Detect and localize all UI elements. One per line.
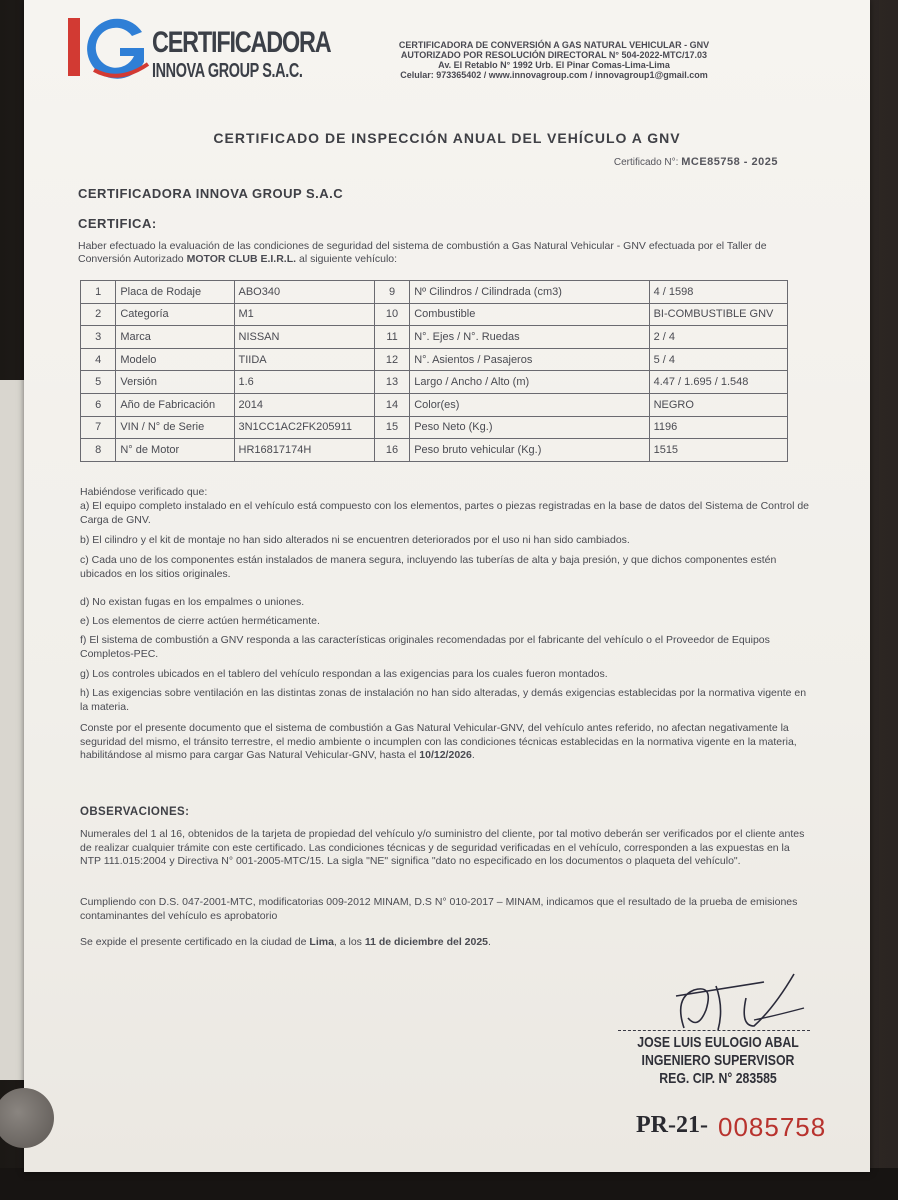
conste-end: . (471, 749, 475, 761)
item-f: f) El sistema de combustión a GNV responda a las características originales recomendadas por el fabricante del vehículo o el Proveedor de Equipos Completos-PEC. (80, 634, 770, 660)
header-line: Av. El Retablo N° 1992 Urb. El Pinar Comas-Lima-Lima (438, 60, 670, 70)
observaciones-title: OBSERVACIONES: (80, 806, 190, 818)
field-value: 4.47 / 1.695 / 1.548 (649, 371, 787, 394)
row-number: 6 (81, 393, 116, 416)
verified-intro: Habiéndose verificado que: (80, 486, 208, 498)
row-number: 10 (374, 303, 409, 326)
header-info (354, 40, 754, 80)
background-table-edge (0, 1168, 898, 1200)
field-value: 1515 (649, 439, 787, 462)
issued-date: 11 de diciembre del 2025 (364, 936, 489, 948)
conste-text: Conste por el presente documento que el sistema de combustión a Gas Natural Vehicular-GNV, del vehículo antes referido, no afectan negativamente la seguridad del mismo, el tránsito terrestre, el medio ambiente o incumplen con las condiciones técnicas establecidas en la normativa vigente en la materia, habilitándose al mismo para cargar Gas Natural Vehicular-GNV, hasta el (80, 722, 797, 761)
row-number: 11 (374, 326, 409, 349)
header-line: AUTORIZADO POR RESOLUCIÓN DIRECTORAL N° 504-2022-MTC/17.03 (400, 50, 708, 60)
field-value: M1 (234, 303, 374, 326)
row-number: 3 (81, 326, 116, 349)
field-label: Combustible (410, 303, 649, 326)
logo-text-line2: INNOVA GROUP S.A.C. (152, 60, 303, 82)
certificate-number-value: MCE85758 - 2025 (681, 156, 778, 168)
field-label: N° de Motor (116, 439, 234, 462)
field-label: Peso Neto (Kg.) (410, 416, 649, 439)
table-row (81, 393, 788, 416)
row-number: 2 (81, 303, 116, 326)
field-value: HR16817174H (234, 439, 374, 462)
signature-block (636, 1034, 800, 1088)
intro-paragraph (78, 240, 798, 266)
issued-text-2: , a los (333, 936, 365, 948)
field-label: Año de Fabricación (116, 393, 234, 416)
field-label: Peso bruto vehicular (Kg.) (410, 439, 649, 462)
field-value: BI-COMBUSTIBLE GNV (649, 303, 787, 326)
field-value: 2 / 4 (649, 326, 787, 349)
header-line: Celular: 973365402 / www.innovagroup.com / innovagroup1@gmail.com (400, 70, 708, 80)
ig-logo-mark-icon (64, 14, 154, 84)
certificate-number-label: Certificado N°: (613, 157, 679, 168)
row-number: 8 (81, 439, 116, 462)
field-label: Nº Cilindros / Cilindrada (cm3) (410, 281, 649, 304)
field-value: NISSAN (234, 326, 374, 349)
table-row (81, 281, 788, 304)
issued-end: . (488, 936, 491, 948)
table-row (81, 371, 788, 394)
item-c: c) Cada uno de los componentes están instalados de manera segura, incluyendo las tuberías de alta y baja presión, y que dichos componentes estén ubicados en los sitios originales. (80, 554, 777, 580)
issued-text: Se expide el presente certificado en la ciudad de (80, 936, 310, 948)
row-number: 13 (374, 371, 409, 394)
field-value: 2014 (234, 393, 374, 416)
field-value: 3N1CC1AC2FK205911 (234, 416, 374, 439)
signer-name: JOSE LUIS EULOGIO ABAL (637, 1034, 799, 1051)
serial-prefix: PR-21- (636, 1112, 708, 1138)
field-value: TIIDA (234, 348, 374, 371)
field-value: NEGRO (649, 393, 787, 416)
table-row (81, 348, 788, 371)
row-number: 9 (374, 281, 409, 304)
item-d: d) No existan fugas en los empalmes o uniones. (80, 596, 305, 608)
item-a: a) El equipo completo instalado en el vehículo está compuesto con los elementos, partes o piezas registradas en la base de datos del Sistema de Control de Carga de GNV. (80, 500, 810, 526)
row-number: 12 (374, 348, 409, 371)
observaciones-paragraph-2: Cumpliendo con D.S. 047-2001-MTC, modificatorias 009-2012 MINAM, D.S N° 010-2017 – MINAM, indicamos que el resultado de la prueba de emisiones contaminantes del vehículo es aprobatorio (80, 896, 798, 922)
row-number: 7 (81, 416, 116, 439)
row-number: 1 (81, 281, 116, 304)
field-label: N°. Ejes / N°. Ruedas (410, 326, 649, 349)
company-name: CERTIFICADORA INNOVA GROUP S.A.C (78, 186, 344, 201)
handwritten-signature-icon (654, 968, 824, 1038)
field-label: N°. Asientos / Pasajeros (410, 348, 649, 371)
workshop-name: MOTOR CLUB E.I.R.L. (186, 253, 297, 265)
valid-until-date: 10/12/2026 (419, 749, 472, 761)
field-value: 1.6 (234, 371, 374, 394)
field-label: Versión (116, 371, 234, 394)
row-number: 5 (81, 371, 116, 394)
certificate-page (24, 0, 870, 1172)
intro-text: Haber efectuado la evaluación de las condiciones de seguridad del sistema de combustión a Gas Natural Vehicular - GNV efectuada por el Taller de Conversión Autorizado (78, 240, 767, 265)
serial-number: 0085758 (718, 1112, 827, 1142)
vehicle-table (80, 280, 788, 462)
field-value: 1196 (649, 416, 787, 439)
certifica-heading: CERTIFICA: (78, 216, 157, 231)
field-label: Placa de Rodaje (116, 281, 234, 304)
logo-text-line1: CERTIFICADORA (152, 26, 331, 59)
field-label: Modelo (116, 348, 234, 371)
item-b: b) El cilindro y el kit de montaje no han sido alterados ni se encuentren deteriorados por el uso ni han sido cambiados. (80, 534, 630, 546)
signer-role: INGENIERO SUPERVISOR (641, 1052, 795, 1069)
table-row (81, 303, 788, 326)
issued-paragraph (80, 936, 810, 950)
conste-paragraph (80, 722, 810, 763)
observaciones-paragraph-1: Numerales del 1 al 16, obtenidos de la tarjeta de propiedad del vehículo y/o suministro del cliente, por tal motivo deberán ser verificados por el cliente antes de realizar cualquier trámite con este certificado. Las condiciones técnicas y de seguridad verificadas en el vehículo, corresponden a las expuestas en la NTP 111.015:2004 y Directiva N° 001-2005-MTC/15. La sigla "NE" significa "dato no especificado en los documentos o plaqueta del vehículo". (80, 828, 805, 867)
background-paper-edge (0, 380, 24, 1080)
signature-line (618, 1030, 810, 1031)
row-number: 16 (374, 439, 409, 462)
field-label: VIN / N° de Serie (116, 416, 234, 439)
field-value: 5 / 4 (649, 348, 787, 371)
field-value: 4 / 1598 (649, 281, 787, 304)
field-label: Marca (116, 326, 234, 349)
item-e: e) Los elementos de cierre actúen herméticamente. (80, 615, 320, 627)
row-number: 4 (81, 348, 116, 371)
row-number: 15 (374, 416, 409, 439)
item-g: g) Los controles ubicados en el tablero del vehículo respondan a las exigencias para los cuales fueron montados. (80, 668, 608, 680)
table-row (81, 416, 788, 439)
company-logo (64, 14, 331, 84)
field-label: Largo / Ancho / Alto (m) (410, 371, 649, 394)
intro-text-end: al siguiente vehículo: (296, 253, 398, 265)
table-row (81, 439, 788, 462)
issued-city: Lima (309, 936, 334, 948)
document-title: CERTIFICADO DE INSPECCIÓN ANUAL DEL VEHÍCULO A GNV (213, 130, 681, 146)
header-line: CERTIFICADORA DE CONVERSIÓN A GAS NATURAL VEHICULAR - GNV (398, 40, 710, 50)
field-label: Categoría (116, 303, 234, 326)
certificate-number (614, 156, 778, 168)
row-number: 14 (374, 393, 409, 416)
field-label: Color(es) (410, 393, 649, 416)
item-h: h) Las exigencias sobre ventilación en las distintas zonas de instalación no han sido alteradas, y demás exigencias establecidas por la normativa vigente en la materia. (80, 687, 807, 713)
signer-registration: REG. CIP. N° 283585 (659, 1070, 777, 1087)
table-row (81, 326, 788, 349)
field-value: ABO340 (234, 281, 374, 304)
